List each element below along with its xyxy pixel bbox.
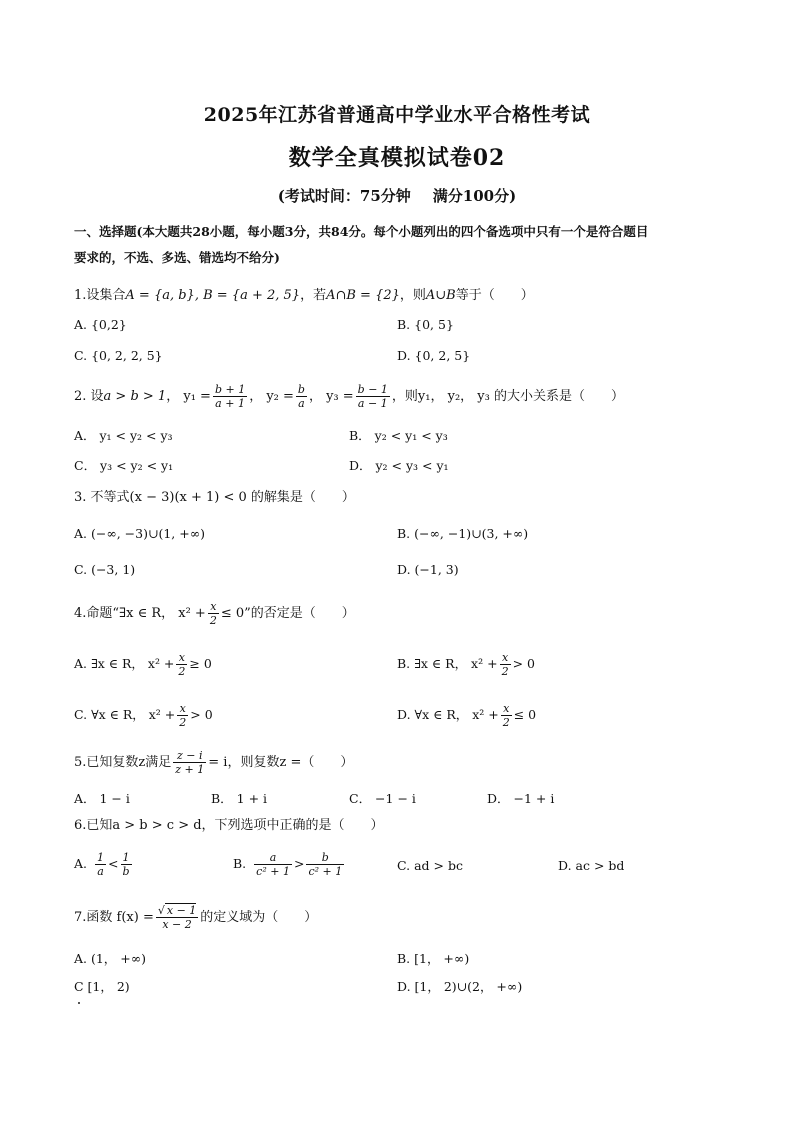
q2-tail: ，则y₁， y₂， y₃ 的大小关系是（ ）: [391, 389, 624, 404]
section-intro-line1: 一、选择题(本大题共28小题，每小题3分，共84分。每个小题列出的四个备选项中只有一个是符合题目: [74, 224, 649, 239]
q4-option-a: [74, 650, 212, 678]
exam-title: 2025年江苏省普通高中学业水平合格性考试: [203, 104, 591, 126]
q6-b-label: B.: [233, 856, 247, 871]
q4-b-fraction: [500, 651, 511, 678]
exam-subtitle: 数学全真模拟试卷02: [288, 145, 506, 171]
question-5: [74, 749, 734, 777]
q4-d-den: 2: [502, 716, 510, 729]
q1-tail: 等于（ ）: [455, 288, 534, 303]
q2-option-c: C． y₃ < y₂ < y₁: [74, 458, 174, 473]
q2-y2-num: b: [297, 383, 305, 396]
q4-d-num: x: [501, 702, 512, 716]
q6-b-op: >: [293, 856, 305, 871]
question-4: [74, 600, 734, 628]
score-info: 满分100分): [432, 187, 517, 205]
q4-a-num: x: [176, 651, 187, 665]
q4-num: x: [208, 600, 219, 614]
q4-option-c: [74, 701, 213, 729]
q6-option-a: [74, 849, 134, 879]
q4-b-den: 2: [501, 665, 509, 678]
q4-prefix: 4.命题“∃x ∈ R， x² +: [74, 606, 206, 621]
q4-tail: ≤ 0”的否定是（ ）: [220, 606, 355, 621]
q2-y3-fraction: [356, 383, 390, 410]
q4-a-pre: A. ∃x ∈ R， x² +: [74, 656, 175, 671]
q7-tail: 的定义域为（ ）: [200, 910, 318, 925]
q5-option-b: B． 1 + i: [211, 791, 268, 806]
q6-option-d: D. ac > bd: [558, 858, 625, 873]
q4-a-den: 2: [178, 665, 186, 678]
question-3: 3. 不等式(x − 3)(x + 1) < 0 的解集是（ ）: [74, 490, 355, 505]
q4-c-fraction: [177, 702, 188, 729]
q7-den: x − 2: [162, 918, 192, 931]
q4-option-d: [397, 701, 536, 729]
q1-option-b: B. {0, 5}: [397, 317, 454, 332]
q6-a-frac2: [121, 851, 132, 878]
q5-option-d: D． −1 + i: [487, 791, 555, 806]
q6-b-d1: c² + 1: [256, 865, 290, 878]
q4-b-num: x: [500, 651, 511, 665]
q3-option-c: C. (−3, 1): [74, 562, 136, 577]
question-2: [74, 383, 734, 411]
q7-option-a: A. (1， +∞): [74, 951, 147, 966]
q1-option-d: D. {0, 2, 5}: [397, 348, 471, 363]
q2-y3-den: a − 1: [357, 397, 388, 410]
q7-option-d: D. [1， 2)∪(2， +∞): [397, 979, 523, 994]
q4-b-pre: B. ∃x ∈ R， x² +: [397, 656, 498, 671]
q6-b-n1: a: [254, 851, 292, 865]
q6-a-d2: b: [122, 865, 130, 878]
q5-option-c: C． −1 − i: [349, 791, 416, 806]
q7-num: x − 1: [166, 904, 197, 917]
q1-sets: A = {a, b}, B = {a + 2, 5}: [125, 288, 301, 303]
q2-prefix: 2. 设: [74, 389, 104, 404]
q4-b-post: > 0: [512, 656, 535, 671]
q2-cond: a > b > 1: [103, 389, 167, 404]
q4-c-den: 2: [179, 716, 187, 729]
q6-a-n2: 1: [121, 851, 132, 865]
q4-c-num: x: [177, 702, 188, 716]
q6-b-frac2: [306, 851, 344, 878]
q4-d-pre: D. ∀x ∈ R， x² +: [397, 707, 499, 722]
q6-b-n2: b: [306, 851, 344, 865]
q2-option-b: B． y₂ < y₁ < y₃: [349, 428, 448, 443]
section-intro: [74, 219, 734, 271]
q2-y1-lhs: ， y₁ =: [166, 389, 211, 404]
question-7: [74, 903, 734, 933]
q6-a-d1: a: [97, 865, 104, 878]
q2-y2-lhs: ， y₂ =: [249, 389, 294, 404]
q6-a-n1: 1: [97, 851, 105, 864]
q4-option-b: [397, 650, 535, 678]
q6-b-d2: c² + 1: [308, 865, 343, 878]
page-mark: [78, 1002, 80, 1004]
q2-y1-num: b + 1: [214, 383, 246, 396]
question-6: 6.已知a > b > c > d，下列选项中正确的是（ ）: [74, 818, 384, 833]
q6-option-b: [233, 849, 346, 879]
q7-option-b: B. [1， +∞): [397, 951, 470, 966]
q2-y3-lhs: ， y₃ =: [308, 389, 354, 404]
question-1: [74, 287, 734, 305]
q7-num-wrap: √ x − 1: [157, 904, 197, 917]
q4-d-fraction: [501, 702, 512, 729]
q2-y3-num: b − 1: [357, 383, 388, 396]
q7-prefix: 7.函数 f(x) =: [74, 910, 154, 925]
q1-mid: ，若: [300, 288, 327, 303]
q1-expr: A∪B: [425, 288, 456, 303]
q1-prefix: 1.设集合: [74, 288, 126, 303]
time-info: (考试时间：75分钟: [277, 187, 411, 205]
q6-b-frac1: [254, 851, 292, 878]
q2-y2-den: a: [298, 397, 305, 410]
q6-a-label: A.: [74, 856, 88, 871]
q5-prefix: 5.已知复数z满足: [74, 755, 172, 770]
q2-option-d: D． y₂ < y₃ < y₁: [349, 458, 449, 473]
q6-a-op: <: [108, 856, 119, 871]
exam-info: [0, 185, 794, 206]
q7-option-c: C [1， 2): [74, 979, 130, 994]
q1-option-a: A. {0,2}: [74, 317, 127, 332]
q1-option-c: C. {0, 2, 2, 5}: [74, 348, 163, 363]
q2-option-a: A． y₁ < y₂ < y₃: [74, 428, 173, 443]
q7-fraction: [156, 904, 198, 931]
q3-option-b: B. (−∞, −1)∪(3, +∞): [397, 526, 529, 541]
q3-option-d: D. (−1, 3): [397, 562, 459, 577]
q6-option-c: C. ad > bc: [397, 858, 463, 873]
q3-option-a: A. (−∞, −3)∪(1, +∞): [74, 526, 205, 541]
q2-y1-fraction: [213, 383, 247, 410]
q4-c-post: > 0: [190, 707, 213, 722]
q2-y1-den: a + 1: [215, 397, 245, 410]
q5-num: z − i: [173, 749, 206, 763]
q5-option-a: A． 1 − i: [74, 791, 130, 806]
q4-a-fraction: [176, 651, 187, 678]
q6-a-frac1: [95, 851, 106, 878]
section-intro-line2: 要求的，不选、多选、错选均不给分): [74, 250, 280, 265]
q4-den: 2: [209, 614, 217, 627]
q5-tail: = i，则复数z =（ ）: [208, 755, 354, 770]
q1-ask: ，则: [399, 288, 426, 303]
q4-d-post: ≤ 0: [513, 707, 537, 722]
q4-fraction: [208, 600, 219, 627]
q5-fraction: [173, 749, 206, 776]
q4-c-pre: C. ∀x ∈ R， x² +: [74, 707, 176, 722]
q4-a-post: ≥ 0: [189, 656, 212, 671]
q1-cond: A∩B = {2}: [326, 288, 400, 303]
q2-y2-fraction: [296, 383, 307, 410]
q5-den: z + 1: [175, 763, 205, 776]
